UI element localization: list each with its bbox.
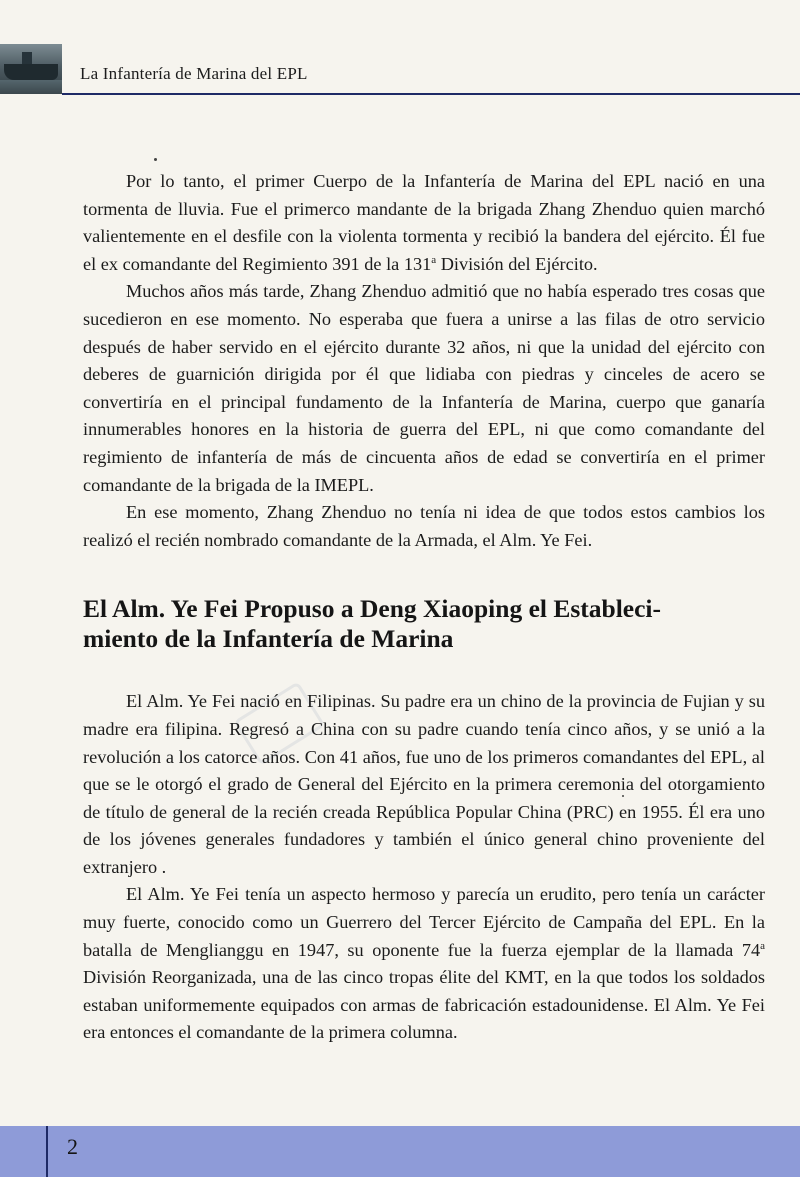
footer-band	[0, 1126, 800, 1177]
paper-speck	[154, 158, 157, 161]
paragraph: Por lo tanto, el primer Cuerpo de la Infantería de Marina del EPL nació en una tormenta de lluvia. Fue el primerco mandante de la brigada Zhang Zhenduo quien marchó valientemente en el desfile con la violenta tormenta y recibió la bandera del ejército. Él fue el ex comandante del Regimiento 391 de la 131$^a$ División del Ejército.	[83, 171, 765, 274]
ship-hull-shape	[4, 64, 58, 80]
section-title-line1: El Alm. Ye Fei Propuso a Deng Xiaoping el Estableci-	[83, 594, 662, 624]
page-body	[83, 168, 765, 1047]
ordinal-superscript: a	[760, 939, 765, 952]
page-header	[0, 0, 800, 96]
section-title-line2: miento de la Infantería de Marina	[83, 624, 454, 654]
running-head: La Infantería de Marina del EPL	[80, 64, 308, 83]
section-heading	[83, 594, 765, 654]
sea-shape	[0, 80, 62, 94]
header-rule	[62, 93, 800, 95]
header-ship-photo	[0, 44, 62, 94]
footer-bar	[46, 1126, 48, 1177]
paragraph: El Alm. Ye Fei nació en Filipinas. Su padre era un chino de la provincia de Fujian y su madre era filipina. Regresó a China con su padre cuando tenía cinco años, y se unió a la revolución a los catorce años. Con 41 años, fue uno de los primeros comandantes del EPL, al que se le otorgó el grado de General del Ejército en la primera ceremonia del otorgamiento de título de general de la recién creada República Popular China (PRC) en 1955. Él era uno de los jóvenes generales fundadores y también el único general chino proveniente del extranjero .	[83, 691, 765, 877]
ordinal-superscript: a	[431, 253, 437, 266]
paragraph: En ese momento, Zhang Zhenduo no tenía ni idea de que todos estos cambios los realizó el recién nombrado comandante de la Armada, el Alm. Ye Fei.	[83, 502, 765, 550]
paragraph: Muchos años más tarde, Zhang Zhenduo admitió que no había esperado tres cosas que sucedieron en ese momento. No esperaba que fuera a unirse a las filas de otro servicio después de haber servido en el ejército durante 32 años, ni que la unidad del ejército con deberes de guarnición dirigida por él que lidiaba con piedras y cinceles de acero se convertiría en el principal fundamento de la Infantería de Marina, cuerpo que ganaría innumerables honores en la historia de guerra del EPL, ni que como comandante del regimiento de infantería de más de cincuenta años de edad se convertiría en el primer comandante de la brigada de la IMEPL.	[83, 281, 765, 495]
paragraph: El Alm. Ye Fei tenía un aspecto hermoso y parecía un erudito, pero tenía un carácter muy fuerte, conocido como un Guerrero del Tercer Ejército de Campaña del EPL. En la batalla de Menglianggu en 1947, su oponente fue la fuerza ejemplar de la llamada 74$^a$ División Reorganizada, una de las cinco tropas élite del KMT, en la que todos los soldados estaban uniformemente equipados con armas de fabricación estadounidense. El Alm. Ye Fei era entonces el comandante de la primera columna.	[83, 884, 765, 1043]
page-number: 2	[67, 1134, 78, 1159]
